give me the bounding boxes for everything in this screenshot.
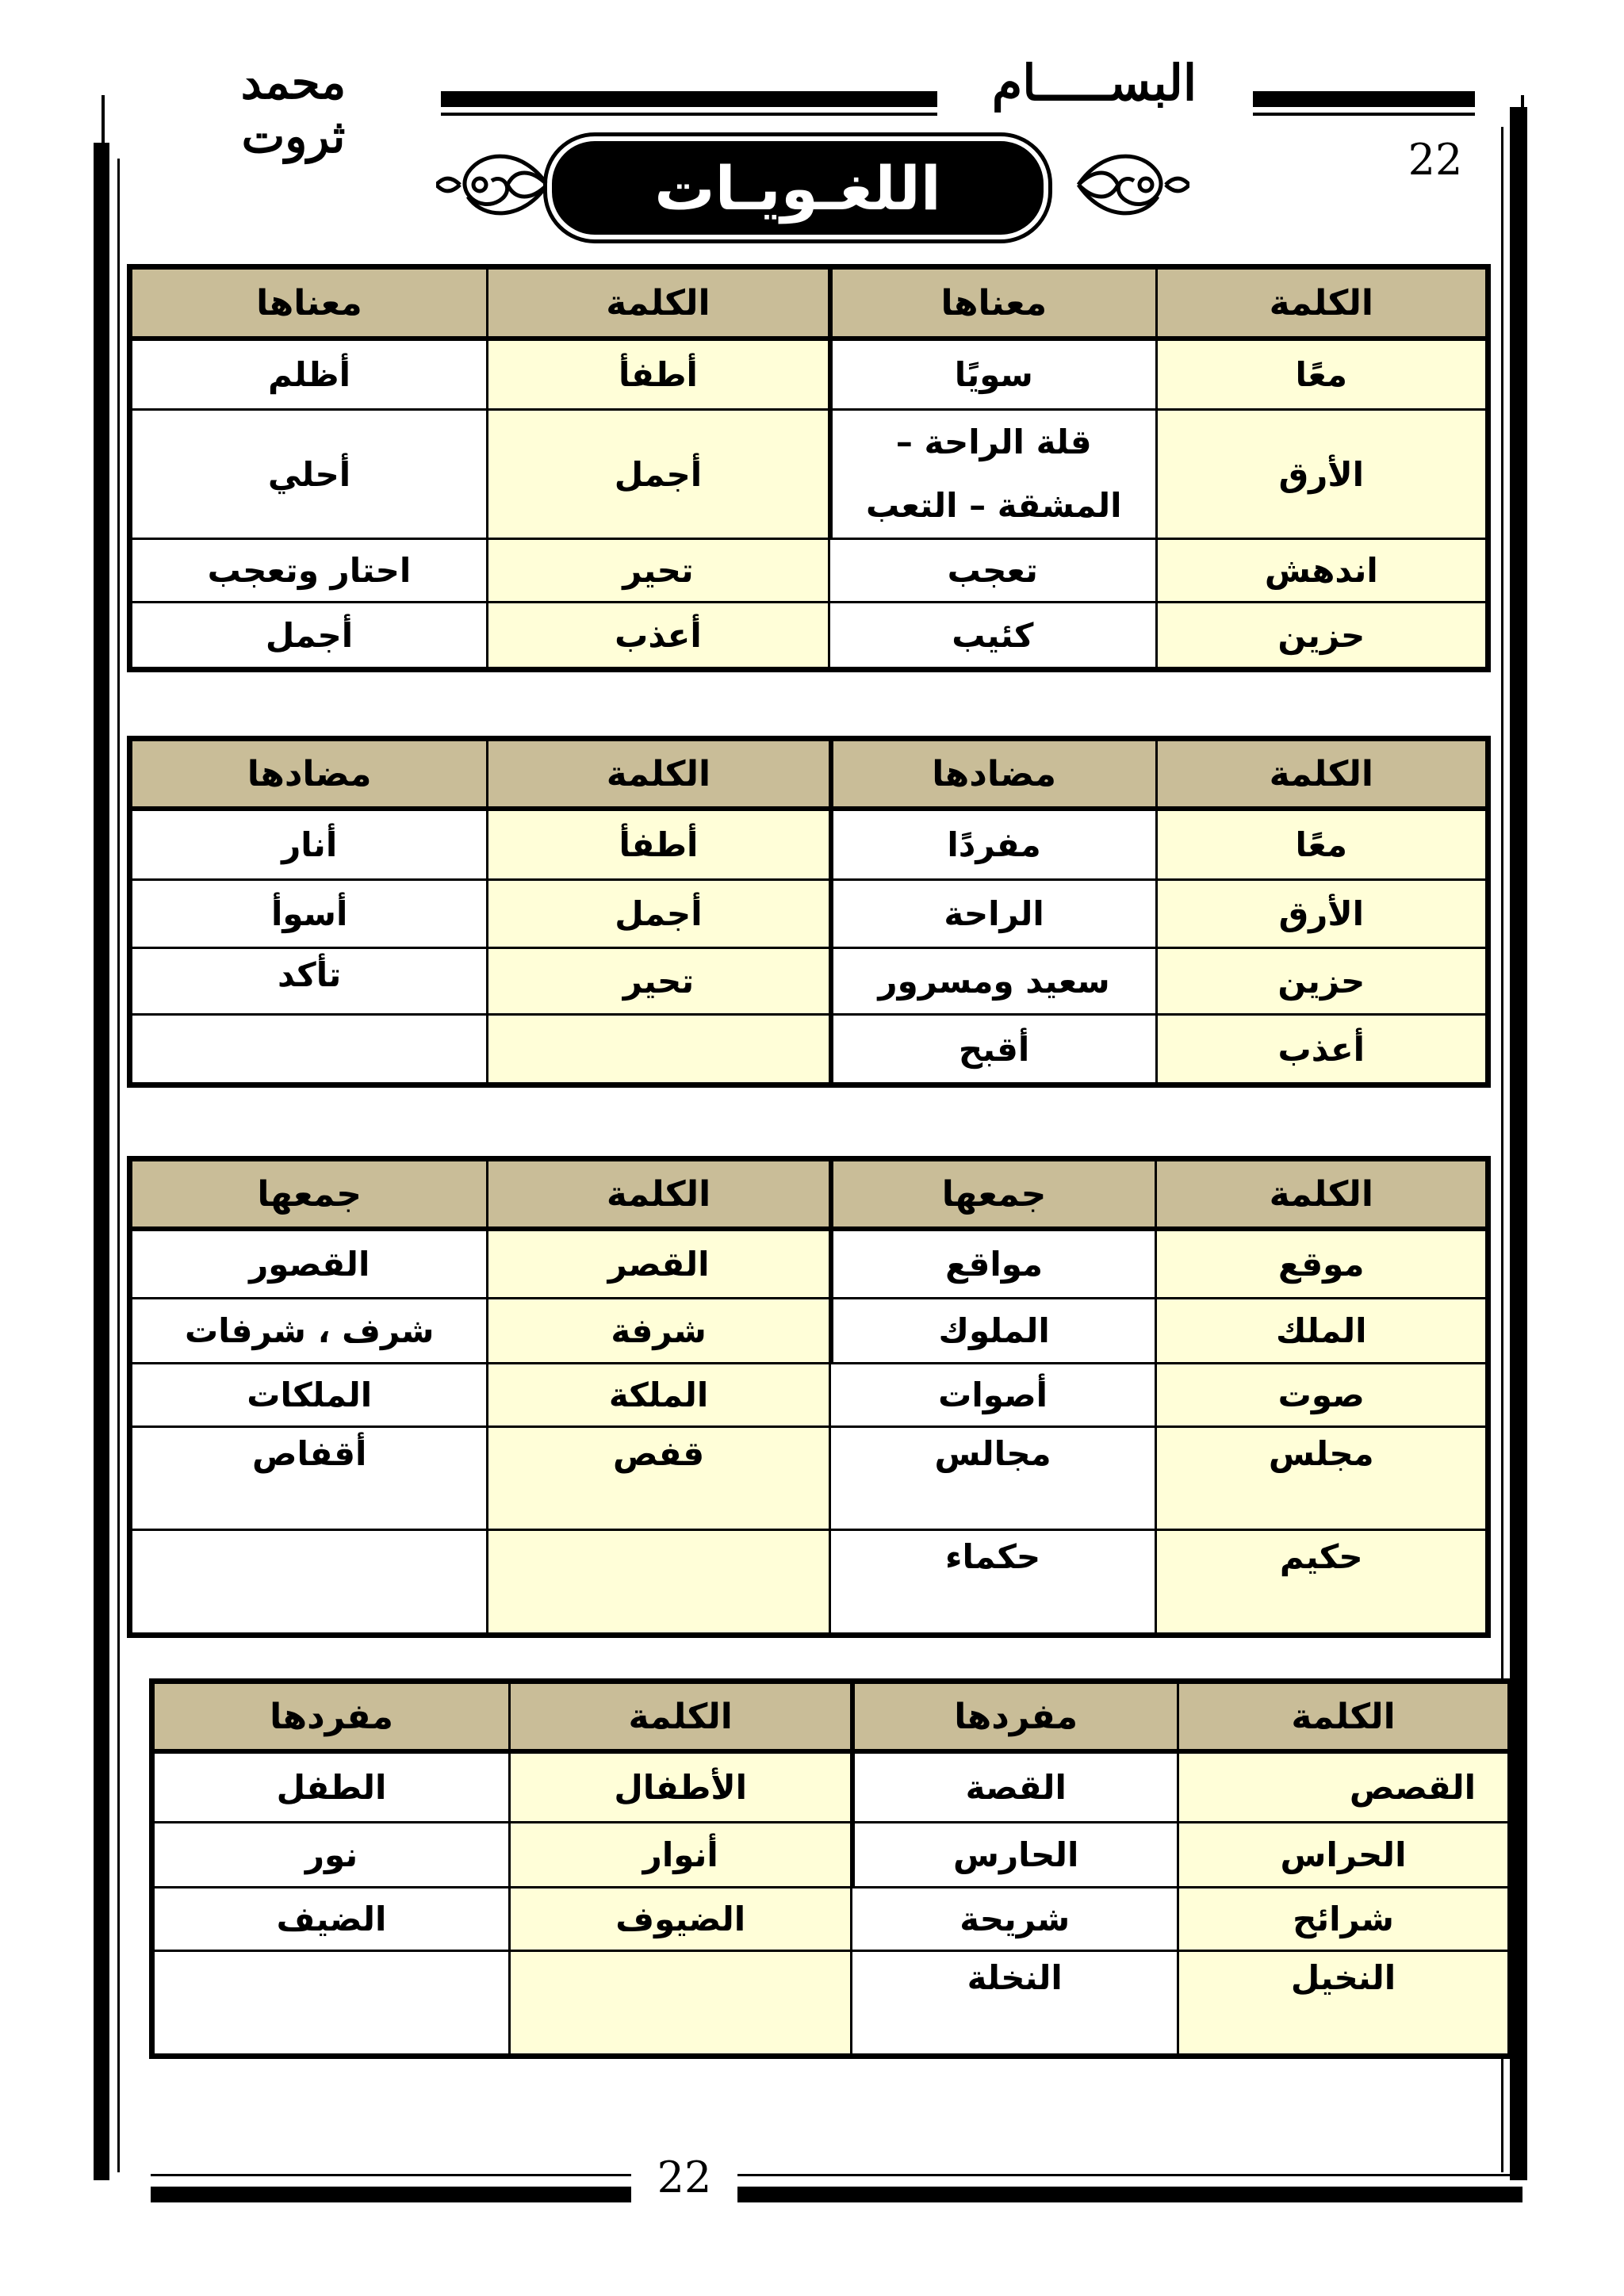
table-cell-word: [486, 1531, 828, 1632]
table-cell-word: أنوار: [508, 1823, 850, 1888]
table-cell-word: الملكة: [486, 1364, 828, 1428]
book-title: البســـــام: [991, 54, 1197, 112]
footer-rule-thin-right: [737, 2174, 1522, 2176]
author-name: محمد ثروت: [240, 55, 347, 163]
header-plural: جمعها: [132, 1161, 486, 1231]
page-frame-inner-left: [117, 159, 120, 2172]
table-cell-word: أجمل: [486, 411, 828, 540]
table-cell-plural: مجالس: [829, 1428, 1155, 1531]
header-rule-right-thin: [1253, 113, 1475, 116]
table-cell-plural: أصوات: [829, 1364, 1155, 1428]
header-word: الكلمة: [486, 270, 828, 341]
table-cell-word: القصص: [1177, 1754, 1507, 1823]
table-cell-word: اندهش: [1155, 540, 1485, 603]
header-word: الكلمة: [486, 741, 828, 811]
table-cell-word: حزين: [1155, 603, 1485, 667]
table-cell-meaning: احتار وتعجب: [132, 540, 486, 603]
table-cell-plural: مواقع: [829, 1231, 1155, 1299]
table-cell-plural: حكماء: [829, 1531, 1155, 1632]
header-singular: مفردها: [155, 1684, 508, 1754]
header-meaning: معناها: [132, 270, 486, 341]
table-cell-word: شرائح: [1177, 1888, 1507, 1952]
table-cell-word: [486, 1016, 828, 1082]
table-cell-word: قفص: [486, 1428, 828, 1531]
table-cell-antonym: تأكد: [132, 949, 486, 1016]
header-singular: مفردها: [850, 1684, 1177, 1754]
footer-rule-left: [151, 2187, 631, 2202]
table-cell-word: صوت: [1155, 1364, 1485, 1428]
table-cell-meaning: أجمل: [132, 603, 486, 667]
table-cell-word: الملك: [1155, 1299, 1485, 1364]
table-cell-plural: الملكات: [132, 1364, 486, 1428]
table-cell-plural: [132, 1531, 486, 1632]
table-cell-word: مجلس: [1155, 1428, 1485, 1531]
page-frame-left: [94, 143, 109, 2180]
table-cell-word: أعذب: [486, 603, 828, 667]
meanings-table: [127, 264, 1491, 672]
table-cell-word: الأطفال: [508, 1754, 850, 1823]
table-cell-singular: [155, 1952, 508, 2053]
table-cell-antonym: الراحة: [829, 881, 1155, 949]
table-cell-word: النخيل: [1177, 1952, 1507, 2053]
header-plural: جمعها: [829, 1161, 1155, 1231]
page-number-top: 22: [1408, 135, 1463, 185]
header-rule: [441, 91, 937, 107]
page-number-bottom: 22: [657, 2152, 712, 2202]
table-cell-singular: نور: [155, 1823, 508, 1888]
table-cell-antonym: أسوأ: [132, 881, 486, 949]
antonyms-table: [127, 736, 1491, 1088]
header-word: الكلمة: [1155, 1161, 1485, 1231]
table-cell-meaning: كئيب: [828, 603, 1155, 667]
table-cell-word: أجمل: [486, 881, 828, 949]
table-cell-word: الضيوف: [508, 1888, 850, 1952]
section-title: اللغـويـات: [547, 136, 1048, 239]
table-cell-word: أطفأ: [486, 341, 828, 411]
table-cell-singular: الضيف: [155, 1888, 508, 1952]
table-cell-meaning: أحلي: [132, 411, 486, 540]
table-cell-meaning: أظلم: [132, 341, 486, 411]
header-word: الكلمة: [1155, 741, 1485, 811]
header-word: الكلمة: [486, 1161, 828, 1231]
header-meaning: معناها: [828, 270, 1155, 341]
header-rule-thin: [441, 113, 937, 116]
table-cell-meaning: تعجب: [828, 540, 1155, 603]
table-cell-word: معًا: [1155, 811, 1485, 881]
table-cell-meaning: سويًا: [828, 341, 1155, 411]
page-frame-right-thin: [1521, 95, 1524, 127]
table-cell-antonym: [132, 1016, 486, 1082]
table-cell-plural: شرف ، شرفات: [132, 1299, 486, 1364]
header-word: الكلمة: [1177, 1684, 1507, 1754]
table-cell-word: الحراس: [1177, 1823, 1507, 1888]
table-cell-word: حزين: [1155, 949, 1485, 1016]
table-cell-singular: الطفل: [155, 1754, 508, 1823]
table-cell-word: حكيم: [1155, 1531, 1485, 1632]
table-cell-meaning: قلة الراحة – المشقة – التعب: [828, 411, 1155, 540]
header-word: الكلمة: [508, 1684, 850, 1754]
header-antonym: مضادها: [132, 741, 486, 811]
table-cell-antonym: مفردًا: [829, 811, 1155, 881]
table-cell-antonym: أقبح: [829, 1016, 1155, 1082]
table-cell-word: الأرق: [1155, 411, 1485, 540]
table-cell-word: تحير: [486, 540, 828, 603]
table-cell-word: شرفة: [486, 1299, 828, 1364]
table-cell-word: موقع: [1155, 1231, 1485, 1299]
header-word: الكلمة: [1155, 270, 1485, 341]
footer-rule-thin-left: [151, 2174, 631, 2176]
table-cell-word: معًا: [1155, 341, 1485, 411]
table-cell-word: تحير: [486, 949, 828, 1016]
table-cell-singular: الحارس: [850, 1823, 1177, 1888]
table-cell-singular: القصة: [850, 1754, 1177, 1823]
table-cell-plural: القصور: [132, 1231, 486, 1299]
table-cell-singular: شريحة: [850, 1888, 1177, 1952]
table-cell-singular: النخلة: [850, 1952, 1177, 2053]
plurals-table: [127, 1156, 1491, 1638]
footer-rule-right: [737, 2187, 1522, 2202]
header-antonym: مضادها: [829, 741, 1155, 811]
table-cell-antonym: سعيد ومسرور: [829, 949, 1155, 1016]
table-cell-word: الأرق: [1155, 881, 1485, 949]
header-rule-right: [1253, 91, 1475, 107]
table-cell-word: أطفأ: [486, 811, 828, 881]
table-cell-word: أعذب: [1155, 1016, 1485, 1082]
table-cell-word: القصر: [486, 1231, 828, 1299]
table-cell-word: [508, 1952, 850, 2053]
singulars-table: [149, 1678, 1513, 2059]
table-cell-antonym: أنار: [132, 811, 486, 881]
page-frame-left-thin: [102, 95, 105, 159]
table-cell-plural: الملوك: [829, 1299, 1155, 1364]
table-cell-plural: أقفاص: [132, 1428, 486, 1531]
